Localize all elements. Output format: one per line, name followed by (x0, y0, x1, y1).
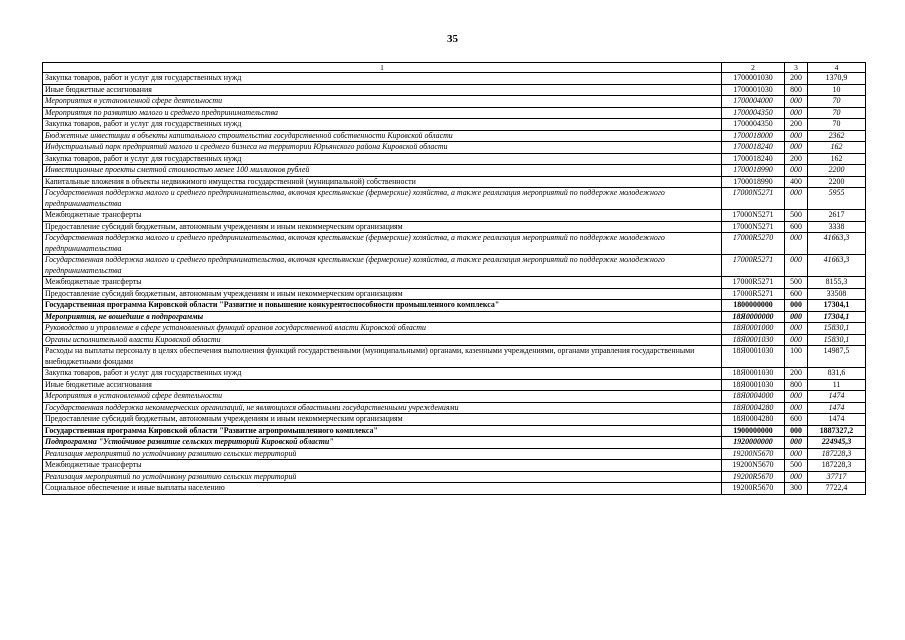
row-sum-cell: 2617 (808, 210, 866, 222)
row-sum-cell: 1474 (808, 402, 866, 414)
row-name-cell: Государственная поддержка малого и среднего предпринимательства, включая крестьянские (фермерские) хозяйства, а также реализация мероприятий по поддержке молодежного предпринимательства (43, 233, 722, 255)
row-expense-type-cell: 600 (785, 288, 808, 300)
row-name-cell: Мероприятия, не вошедшие в подпрограммы (43, 311, 722, 323)
row-expense-type-cell: 000 (785, 391, 808, 403)
row-expense-type-cell: 200 (785, 153, 808, 165)
row-code-cell: 19200N5670 (722, 448, 785, 460)
table-row (43, 142, 866, 154)
table-row (43, 346, 866, 368)
table-row (43, 368, 866, 380)
row-expense-type-cell: 100 (785, 346, 808, 368)
row-sum-cell: 187228,3 (808, 448, 866, 460)
table-row (43, 84, 866, 96)
row-sum-cell: 17304,1 (808, 311, 866, 323)
row-name-cell: Подпрограмма "Устойчивое развитие сельских территорий Кировской области" (43, 437, 722, 449)
row-code-cell: 18Я0000000 (722, 311, 785, 323)
table-row (43, 233, 866, 255)
row-name-cell: Инвестиционные проекты сметной стоимостью менее 100 миллионов рублей (43, 165, 722, 177)
row-name-cell: Руководство и управление в сфере установленных функций органов государственной власти Кировской области (43, 323, 722, 335)
row-code-cell: 1700004350 (722, 119, 785, 131)
table-header-row (43, 63, 866, 73)
row-expense-type-cell: 600 (785, 221, 808, 233)
row-name-cell: Мероприятия по развитию малого и среднего предпринимательства (43, 107, 722, 119)
table-row (43, 311, 866, 323)
table-row (43, 448, 866, 460)
row-expense-type-cell: 000 (785, 165, 808, 177)
table-row (43, 96, 866, 108)
row-code-cell: 19200R5670 (722, 471, 785, 483)
table-row (43, 255, 866, 277)
table-row (43, 277, 866, 289)
row-expense-type-cell: 200 (785, 119, 808, 131)
row-code-cell: 18Я0001030 (722, 368, 785, 380)
row-name-cell: Органы исполнительной власти Кировской области (43, 334, 722, 346)
row-expense-type-cell: 000 (785, 255, 808, 277)
row-sum-cell: 70 (808, 119, 866, 131)
row-expense-type-cell: 300 (785, 483, 808, 495)
row-code-cell: 18Я0004280 (722, 414, 785, 426)
column-header-expense-type: 3 (785, 63, 808, 73)
row-code-cell: 1800000000 (722, 300, 785, 312)
table-row (43, 107, 866, 119)
row-expense-type-cell: 000 (785, 188, 808, 210)
row-code-cell: 18Я0001030 (722, 379, 785, 391)
row-expense-type-cell: 000 (785, 323, 808, 335)
row-code-cell: 17000R5270 (722, 233, 785, 255)
row-name-cell: Индустриальный парк предприятий малого и среднего бизнеса на территории Юрьянского района Кировской области (43, 142, 722, 154)
row-name-cell: Закупка товаров, работ и услуг для государственных нужд (43, 119, 722, 131)
table-row (43, 460, 866, 472)
row-sum-cell: 224945,3 (808, 437, 866, 449)
row-name-cell: Закупка товаров, работ и услуг для государственных нужд (43, 153, 722, 165)
row-sum-cell: 41663,3 (808, 255, 866, 277)
row-sum-cell: 41663,3 (808, 233, 866, 255)
row-sum-cell: 1474 (808, 414, 866, 426)
row-name-cell: Расходы на выплаты персоналу в целях обеспечения выполнения функций государственными (муниципальными) органами, казенными учреждениями, органами управления государственными внебюджетными фондами (43, 346, 722, 368)
row-code-cell: 17000R5271 (722, 288, 785, 300)
budget-table-body (43, 63, 866, 495)
table-row (43, 176, 866, 188)
row-sum-cell: 11 (808, 379, 866, 391)
row-code-cell: 1700001030 (722, 84, 785, 96)
row-expense-type-cell: 500 (785, 277, 808, 289)
row-sum-cell: 15830,1 (808, 323, 866, 335)
row-sum-cell: 1887327,2 (808, 425, 866, 437)
row-name-cell: Государственная программа Кировской области "Развитие агропромышленного комплекса" (43, 425, 722, 437)
row-expense-type-cell: 000 (785, 448, 808, 460)
row-sum-cell: 2200 (808, 165, 866, 177)
row-expense-type-cell: 000 (785, 425, 808, 437)
table-row (43, 119, 866, 131)
row-name-cell: Реализация мероприятий по устойчивому развитию сельских территорий (43, 471, 722, 483)
row-name-cell: Бюджетные инвестиции в объекты капитального строительства государственной собственности Кировской области (43, 130, 722, 142)
table-row (43, 165, 866, 177)
row-code-cell: 1700018240 (722, 142, 785, 154)
row-sum-cell: 1474 (808, 391, 866, 403)
row-expense-type-cell: 000 (785, 96, 808, 108)
row-sum-cell: 14987,5 (808, 346, 866, 368)
row-name-cell: Реализация мероприятий по устойчивому развитию сельских территорий (43, 448, 722, 460)
row-code-cell: 17000R5271 (722, 255, 785, 277)
row-sum-cell: 2362 (808, 130, 866, 142)
row-expense-type-cell: 200 (785, 368, 808, 380)
row-name-cell: Капитальные вложения в объекты недвижимого имущества государственной (муниципальной) собственности (43, 176, 722, 188)
row-name-cell: Государственная поддержка малого и среднего предпринимательства, включая крестьянские (фермерские) хозяйства, а также реализация мероприятий по поддержке молодежного предпринимательства (43, 255, 722, 277)
row-name-cell: Межбюджетные трансферты (43, 210, 722, 222)
row-expense-type-cell: 000 (785, 107, 808, 119)
table-row (43, 210, 866, 222)
table-row (43, 391, 866, 403)
table-row (43, 471, 866, 483)
row-sum-cell: 10 (808, 84, 866, 96)
row-sum-cell: 70 (808, 107, 866, 119)
row-sum-cell: 7722,4 (808, 483, 866, 495)
column-header-code: 2 (722, 63, 785, 73)
row-sum-cell: 70 (808, 96, 866, 108)
row-sum-cell: 17304,1 (808, 300, 866, 312)
row-name-cell: Межбюджетные трансферты (43, 277, 722, 289)
row-code-cell: 1700018990 (722, 165, 785, 177)
row-expense-type-cell: 000 (785, 402, 808, 414)
row-expense-type-cell: 200 (785, 73, 808, 85)
row-sum-cell: 162 (808, 142, 866, 154)
column-header-name: 1 (43, 63, 722, 73)
page-number: 35 (447, 33, 458, 45)
row-name-cell: Социальное обеспечение и иные выплаты населению (43, 483, 722, 495)
row-code-cell: 18Я0004280 (722, 402, 785, 414)
row-code-cell: 19200N5670 (722, 460, 785, 472)
table-row (43, 288, 866, 300)
row-name-cell: Государственная поддержка некоммерческих организаций, не являющихся областными государственными учреждениями (43, 402, 722, 414)
row-expense-type-cell: 000 (785, 233, 808, 255)
row-code-cell: 17000N5271 (722, 221, 785, 233)
row-code-cell: 1700018000 (722, 130, 785, 142)
row-code-cell: 1700004000 (722, 96, 785, 108)
row-expense-type-cell: 000 (785, 334, 808, 346)
row-expense-type-cell: 500 (785, 210, 808, 222)
row-code-cell: 17000N5271 (722, 188, 785, 210)
row-code-cell: 1700004350 (722, 107, 785, 119)
table-row (43, 379, 866, 391)
table-row (43, 483, 866, 495)
table-row (43, 153, 866, 165)
row-expense-type-cell: 000 (785, 437, 808, 449)
row-expense-type-cell: 000 (785, 300, 808, 312)
row-expense-type-cell: 800 (785, 379, 808, 391)
row-code-cell: 1700001030 (722, 73, 785, 85)
row-expense-type-cell: 400 (785, 176, 808, 188)
row-name-cell: Государственная поддержка малого и среднего предпринимательства, включая крестьянские (фермерские) хозяйства, а также реализация мероприятий по поддержке молодежного предпринимательства (43, 188, 722, 210)
row-name-cell: Закупка товаров, работ и услуг для государственных нужд (43, 73, 722, 85)
row-sum-cell: 37717 (808, 471, 866, 483)
row-sum-cell: 3338 (808, 221, 866, 233)
budget-table (42, 62, 866, 495)
row-code-cell: 1700018990 (722, 176, 785, 188)
row-sum-cell: 33508 (808, 288, 866, 300)
column-header-sum: 4 (808, 63, 866, 73)
row-sum-cell: 187228,3 (808, 460, 866, 472)
row-code-cell: 19200R5670 (722, 483, 785, 495)
row-sum-cell: 2200 (808, 176, 866, 188)
row-code-cell: 18Я0004000 (722, 391, 785, 403)
row-sum-cell: 8155,3 (808, 277, 866, 289)
row-expense-type-cell: 000 (785, 130, 808, 142)
row-code-cell: 18Я0001030 (722, 334, 785, 346)
table-row (43, 188, 866, 210)
row-name-cell: Предоставление субсидий бюджетным, автономным учреждениям и иным некоммерческим организациям (43, 414, 722, 426)
row-name-cell: Иные бюджетные ассигнования (43, 379, 722, 391)
row-sum-cell: 5955 (808, 188, 866, 210)
table-row (43, 130, 866, 142)
table-row (43, 221, 866, 233)
table-row (43, 414, 866, 426)
row-sum-cell: 15830,1 (808, 334, 866, 346)
row-expense-type-cell: 000 (785, 142, 808, 154)
table-row (43, 437, 866, 449)
row-expense-type-cell: 600 (785, 414, 808, 426)
table-row (43, 334, 866, 346)
row-expense-type-cell: 800 (785, 84, 808, 96)
row-expense-type-cell: 000 (785, 471, 808, 483)
row-code-cell: 17000R5271 (722, 277, 785, 289)
row-expense-type-cell: 500 (785, 460, 808, 472)
row-code-cell: 18Я0001000 (722, 323, 785, 335)
row-code-cell: 18Я0001030 (722, 346, 785, 368)
row-code-cell: 17000N5271 (722, 210, 785, 222)
table-row (43, 402, 866, 414)
row-name-cell: Мероприятия в установленной сфере деятельности (43, 96, 722, 108)
row-code-cell: 1900000000 (722, 425, 785, 437)
row-code-cell: 1920000000 (722, 437, 785, 449)
table-row (43, 425, 866, 437)
row-expense-type-cell: 000 (785, 311, 808, 323)
row-name-cell: Предоставление субсидий бюджетным, автономным учреждениям и иным некоммерческим организациям (43, 288, 722, 300)
row-code-cell: 1700018240 (722, 153, 785, 165)
table-row (43, 300, 866, 312)
row-name-cell: Закупка товаров, работ и услуг для государственных нужд (43, 368, 722, 380)
row-name-cell: Межбюджетные трансферты (43, 460, 722, 472)
row-sum-cell: 831,6 (808, 368, 866, 380)
row-name-cell: Иные бюджетные ассигнования (43, 84, 722, 96)
row-name-cell: Предоставление субсидий бюджетным, автономным учреждениям и иным некоммерческим организациям (43, 221, 722, 233)
table-row (43, 323, 866, 335)
table-row (43, 73, 866, 85)
row-sum-cell: 1370,9 (808, 73, 866, 85)
row-sum-cell: 162 (808, 153, 866, 165)
row-name-cell: Мероприятия в установленной сфере деятельности (43, 391, 722, 403)
row-name-cell: Государственная программа Кировской области "Развитие и повышение конкурентоспособности промышленного комплекса" (43, 300, 722, 312)
